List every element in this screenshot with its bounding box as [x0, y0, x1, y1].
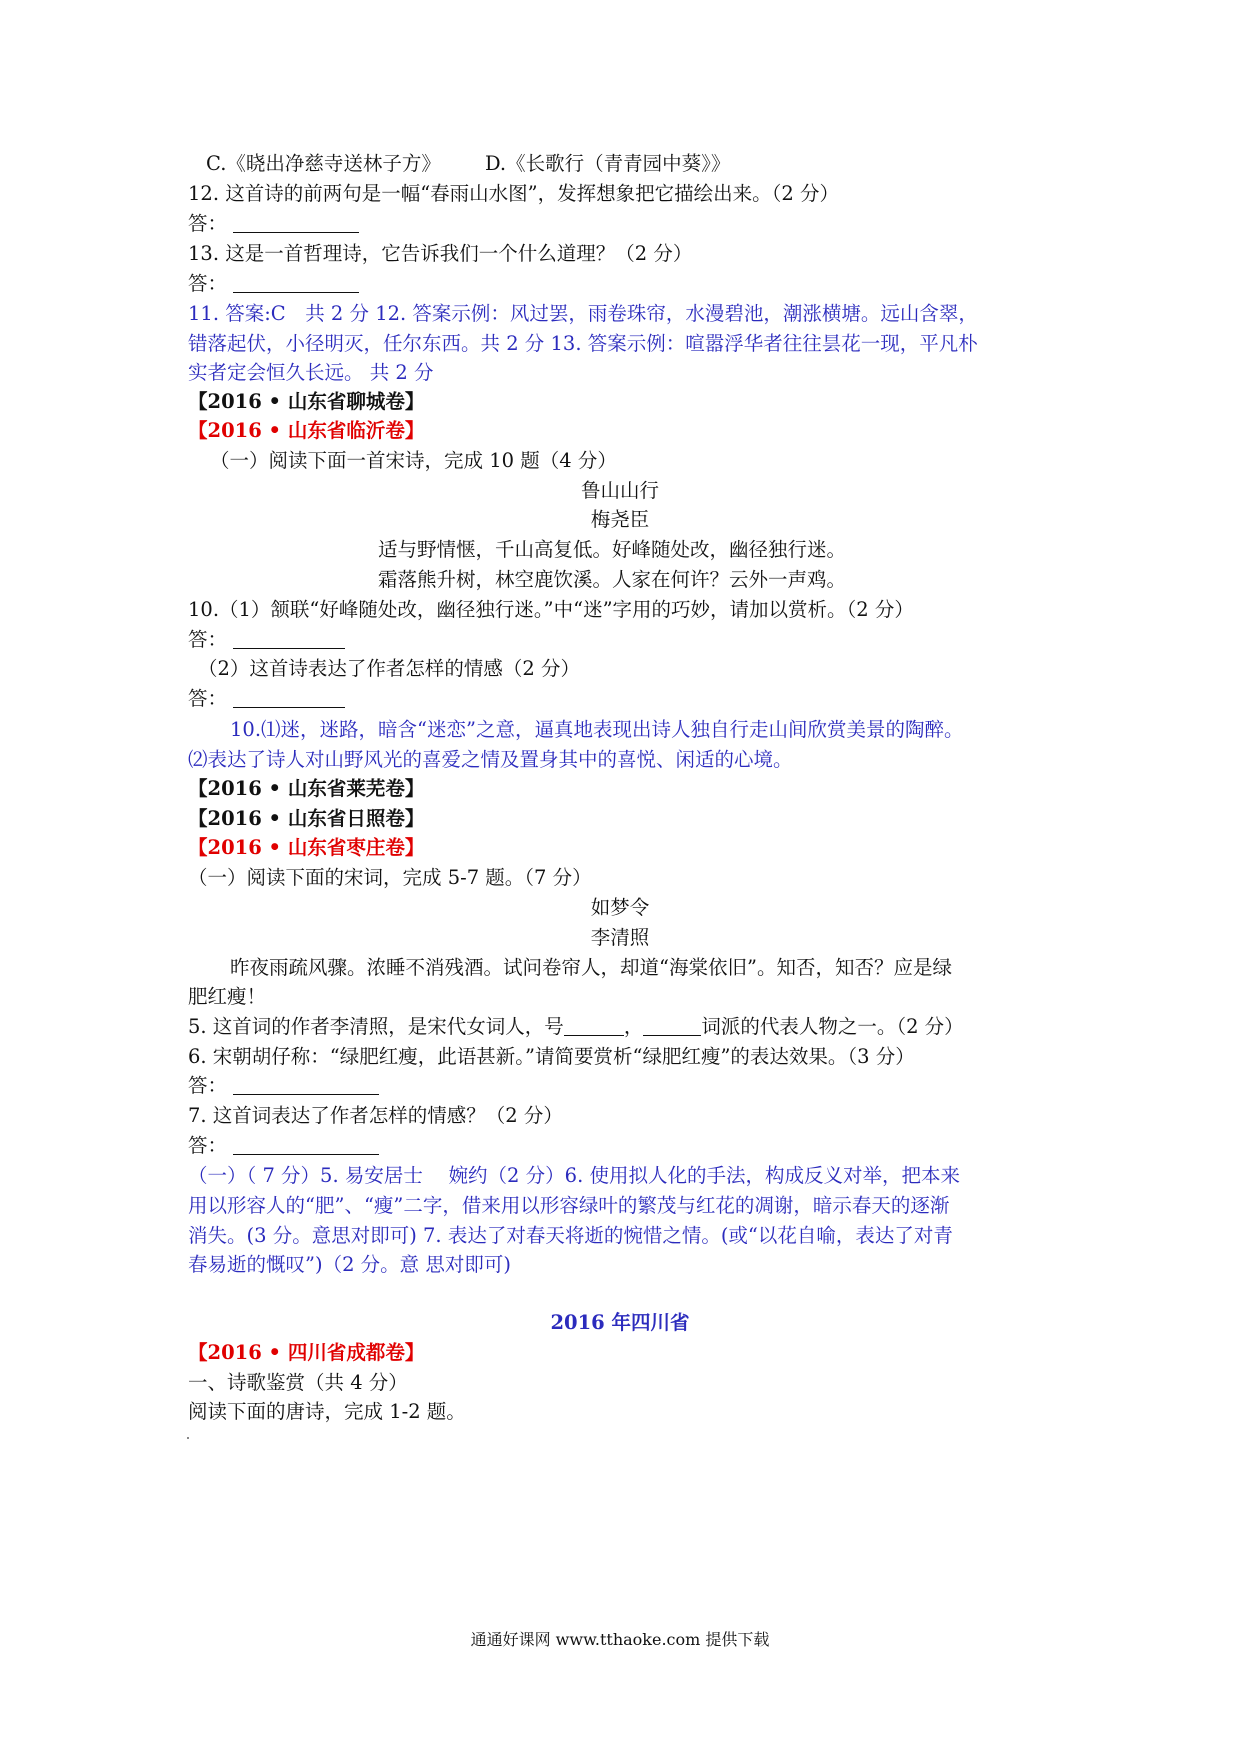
answer-label: 答： — [188, 212, 228, 235]
answer-blank — [233, 630, 345, 649]
question-5 — [188, 1013, 964, 1041]
answer-label: 答： — [188, 1074, 228, 1097]
province-section-title: 2016 年四川省 — [550, 1311, 690, 1334]
answer-key-line: 10.⑴迷，迷路，暗含“迷恋”之意，逼真地表现出诗人独自行走山间欣赏美景的陶醉。 — [230, 718, 964, 741]
answer-key-line: 实者定会恒久长远。 共 2 分 — [188, 361, 434, 384]
answer-line-12 — [188, 210, 359, 238]
answer-blank — [233, 1076, 379, 1095]
answer-blank — [233, 689, 345, 708]
option-line — [206, 150, 730, 178]
section-heading-zaozhuang: 【2016 • 山东省枣庄卷】 — [188, 836, 425, 859]
answer-key-line: 错落起伏，小径明灭，任尔东西。共 2 分 13. 答案示例：喧嚣浮华者往往昙花一现，平凡朴 — [188, 332, 978, 355]
page-footer: 通通好课网 www.tthaoke.com 提供下载 — [470, 1630, 770, 1649]
part-title: 一、诗歌鉴赏（共 4 分） — [188, 1371, 408, 1394]
answer-line-13 — [188, 270, 359, 298]
answer-blank — [233, 1136, 379, 1155]
question-7: 7. 这首词表达了作者怎样的情感？（2 分） — [188, 1104, 563, 1127]
reading-instruction: （一）阅读下面的宋词，完成 5-7 题。（7 分） — [188, 866, 592, 889]
answer-blank — [233, 214, 359, 233]
section-heading-rizhao: 【2016 • 山东省日照卷】 — [188, 807, 425, 830]
question-5-comma: ， — [623, 1015, 644, 1038]
question-13: 13. 这是一首哲理诗，它告诉我们一个什么道理？（2 分） — [188, 242, 693, 265]
scan-mark — [187, 1437, 189, 1439]
poem-author: 李清照 — [590, 926, 650, 949]
answer-key-line: ⑵表达了诗人对山野风光的喜爱之情及置身其中的喜悦、闲适的心境。 — [188, 748, 793, 771]
answer-line-10-2 — [188, 685, 345, 713]
answer-key-line: 用以形容人的“肥”、“瘦”二字，借来用以形容绿叶的繁茂与红花的凋谢，暗示春天的逐渐 — [188, 1194, 950, 1217]
question-10-1: 10.（1）颔联“好峰随处改，幽径独行迷。”中“迷”字用的巧妙，请加以赏析。（2 分） — [188, 598, 914, 621]
question-5-text: 词派的代表人物之一。（2 分） — [701, 1015, 964, 1038]
poem-text: 昨夜雨疏风骤。浓睡不消残酒。试问卷帘人，却道“海棠依旧”。知否，知否？应是绿 — [230, 956, 952, 979]
fill-blank — [643, 1017, 701, 1036]
section-heading-liaocheng: 【2016 • 山东省聊城卷】 — [188, 390, 425, 413]
question-6: 6. 宋朝胡仔称：“绿肥红瘦，此语甚新。”请简要赏析“绿肥红瘦”的表达效果。（3 分） — [188, 1045, 915, 1068]
question-10-2: （2）这首诗表达了作者怎样的情感（2 分） — [198, 657, 581, 680]
section-heading-chengdu: 【2016 • 四川省成都卷】 — [188, 1341, 425, 1364]
answer-label: 答： — [188, 1134, 228, 1157]
poem-line: 霜落熊升树，林空鹿饮溪。人家在何许？云外一声鸡。 — [378, 568, 847, 591]
question-12: 12. 这首诗的前两句是一幅“春雨山水图”，发挥想象把它描绘出来。（2 分） — [188, 182, 840, 205]
answer-key-line: （一）（ 7 分）5. 易安居士 婉约（2 分）6. 使用拟人化的手法，构成反义对举，把本来 — [188, 1164, 960, 1187]
option-c: C.《晓出净慈寺送林子方》 — [206, 152, 441, 175]
poem-title: 鲁山山行 — [580, 479, 659, 502]
fill-blank — [564, 1017, 624, 1036]
poem-line: 适与野情惬，千山高复低。好峰随处改，幽径独行迷。 — [378, 538, 847, 561]
reading-instruction: 阅读下面的唐诗，完成 1-2 题。 — [188, 1400, 466, 1423]
poem-text: 肥红瘦！ — [188, 985, 267, 1008]
option-d: D.《长歌行（青青园中葵》》 — [484, 152, 731, 175]
section-heading-linyi: 【2016 • 山东省临沂卷】 — [188, 419, 425, 442]
answer-line-7 — [188, 1132, 379, 1160]
answer-label: 答： — [188, 628, 228, 651]
answer-key-line: 消失。(3 分。意思对即可) 7. 表达了对春天将逝的惋惜之情。(或“以花自喻，表达了对青 — [188, 1224, 953, 1247]
poem-author: 梅尧臣 — [590, 508, 650, 531]
answer-blank — [233, 274, 359, 293]
question-5-text: 5. 这首词的作者李清照，是宋代女词人，号 — [188, 1015, 564, 1038]
section-heading-laiwu: 【2016 • 山东省莱芜卷】 — [188, 777, 425, 800]
answer-key-line: 春易逝的慨叹”)（2 分。意 思对即可) — [188, 1253, 511, 1276]
answer-line-6 — [188, 1072, 379, 1100]
answer-line-10-1 — [188, 626, 345, 654]
reading-instruction: （一）阅读下面一首宋诗，完成 10 题（4 分） — [210, 449, 617, 472]
poem-title: 如梦令 — [590, 896, 650, 919]
answer-label: 答： — [188, 687, 228, 710]
answer-label: 答： — [188, 272, 228, 295]
answer-key-line: 11. 答案:C 共 2 分 12. 答案示例：风过罢，雨卷珠帘，水漫碧池，潮涨横塘。远山含翠， — [188, 302, 978, 325]
